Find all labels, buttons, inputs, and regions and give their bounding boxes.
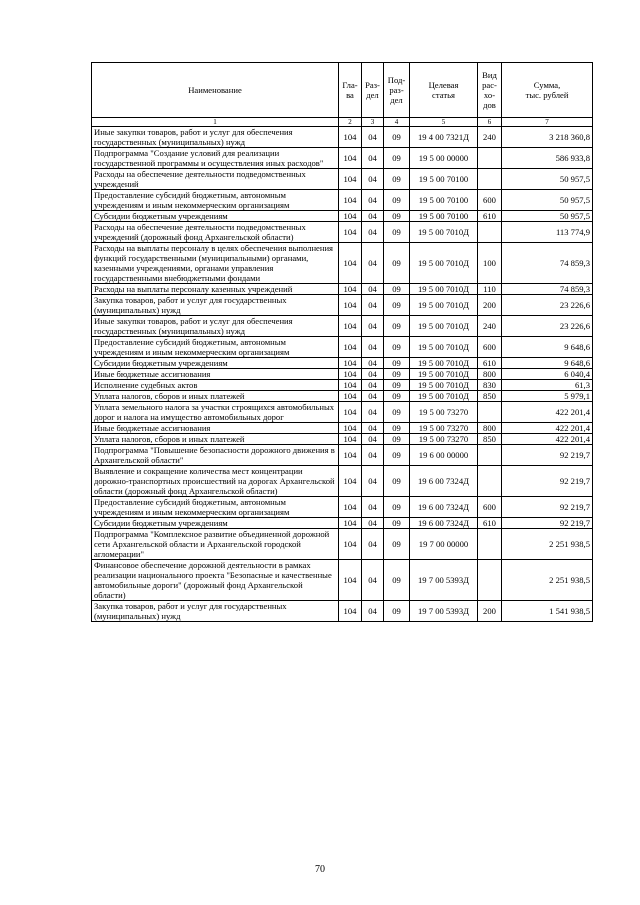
header-razdel: Раз- дел (362, 63, 384, 118)
row-podrazdel: 09 (384, 169, 410, 190)
row-glava: 104 (339, 423, 362, 434)
table-row (92, 466, 593, 497)
table-row (92, 127, 593, 148)
row-razdel: 04 (362, 560, 384, 601)
row-glava: 104 (339, 316, 362, 337)
row-name: Закупка товаров, работ и услуг для государственных (муниципальных) нужд (92, 601, 339, 622)
row-razdel: 04 (362, 358, 384, 369)
table-body (92, 127, 593, 622)
row-glava: 104 (339, 402, 362, 423)
column-number-row (92, 118, 593, 127)
row-podrazdel: 09 (384, 380, 410, 391)
row-sum: 61,3 (502, 380, 593, 391)
row-article: 19 5 00 7010Д (410, 380, 478, 391)
row-razdel: 04 (362, 466, 384, 497)
row-article: 19 4 00 7321Д (410, 127, 478, 148)
row-glava: 104 (339, 127, 362, 148)
column-number: 6 (478, 118, 502, 127)
row-sum: 92 219,7 (502, 466, 593, 497)
row-sum: 92 219,7 (502, 497, 593, 518)
row-glava: 104 (339, 222, 362, 243)
row-podrazdel: 09 (384, 529, 410, 560)
row-vid (478, 560, 502, 601)
row-vid (478, 445, 502, 466)
row-vid: 600 (478, 190, 502, 211)
table-row (92, 369, 593, 380)
row-razdel: 04 (362, 518, 384, 529)
row-article: 19 5 00 7010Д (410, 391, 478, 402)
row-glava: 104 (339, 169, 362, 190)
row-article: 19 7 00 00000 (410, 529, 478, 560)
row-podrazdel: 09 (384, 316, 410, 337)
row-razdel: 04 (362, 190, 384, 211)
table-row (92, 211, 593, 222)
row-sum: 422 201,4 (502, 423, 593, 434)
table-row (92, 445, 593, 466)
row-name: Расходы на обеспечение деятельности подведомственных учреждений (дорожный фонд Архангельской области) (92, 222, 339, 243)
header-podrazdel: Под- раз- дел (384, 63, 410, 118)
row-razdel: 04 (362, 529, 384, 560)
row-article: 19 5 00 7010Д (410, 295, 478, 316)
row-name: Финансовое обеспечение дорожной деятельности в рамках реализации национального проекта "Безопасные и качественные автомобильные дороги" (дорожный фонд Архангельской области) (92, 560, 339, 601)
header-vid: Вид рас- хо- дов (478, 63, 502, 118)
row-name: Иные бюджетные ассигнования (92, 423, 339, 434)
row-razdel: 04 (362, 337, 384, 358)
header-sum: Сумма, тыс. рублей (502, 63, 593, 118)
row-glava: 104 (339, 148, 362, 169)
row-sum: 2 251 938,5 (502, 529, 593, 560)
table-row (92, 497, 593, 518)
row-vid: 610 (478, 358, 502, 369)
row-sum: 3 218 360,8 (502, 127, 593, 148)
table-row (92, 402, 593, 423)
row-name: Иные закупки товаров, работ и услуг для обеспечения государственных (муниципальных) нужд (92, 127, 339, 148)
header-glava: Гла- ва (339, 63, 362, 118)
row-name: Расходы на обеспечение деятельности подведомственных учреждений (92, 169, 339, 190)
table-row (92, 316, 593, 337)
row-sum: 74 859,3 (502, 243, 593, 284)
row-razdel: 04 (362, 243, 384, 284)
row-sum: 92 219,7 (502, 445, 593, 466)
row-name: Уплата налогов, сборов и иных платежей (92, 391, 339, 402)
header-name: Наименование (92, 63, 339, 118)
row-name: Расходы на выплаты персоналу казенных учреждений (92, 284, 339, 295)
row-razdel: 04 (362, 295, 384, 316)
row-razdel: 04 (362, 497, 384, 518)
row-podrazdel: 09 (384, 518, 410, 529)
row-glava: 104 (339, 391, 362, 402)
row-vid: 100 (478, 243, 502, 284)
row-name: Субсидии бюджетным учреждениям (92, 518, 339, 529)
row-name: Закупка товаров, работ и услуг для государственных (муниципальных) нужд (92, 295, 339, 316)
table-row (92, 560, 593, 601)
row-podrazdel: 09 (384, 222, 410, 243)
row-glava: 104 (339, 445, 362, 466)
row-article: 19 5 00 70100 (410, 169, 478, 190)
row-article: 19 6 00 7324Д (410, 497, 478, 518)
column-number: 4 (384, 118, 410, 127)
row-name: Уплата земельного налога за участки строящихся автомобильных дорог и налога на имущество автомобильных дорог (92, 402, 339, 423)
row-razdel: 04 (362, 380, 384, 391)
row-article: 19 6 00 7324Д (410, 466, 478, 497)
row-podrazdel: 09 (384, 127, 410, 148)
row-podrazdel: 09 (384, 337, 410, 358)
row-vid: 600 (478, 497, 502, 518)
row-podrazdel: 09 (384, 284, 410, 295)
row-glava: 104 (339, 560, 362, 601)
row-name: Подпрограмма "Комплексное развитие объединенной дорожной сети Архангельской области и Архангельской городской агломерации" (92, 529, 339, 560)
row-article: 19 5 00 70100 (410, 190, 478, 211)
row-name: Предоставление субсидий бюджетным, автономным учреждениям и иным некоммерческим организациям (92, 337, 339, 358)
row-glava: 104 (339, 243, 362, 284)
row-glava: 104 (339, 529, 362, 560)
row-name: Подпрограмма "Создание условий для реализации государственной программы и осуществления иных расходов" (92, 148, 339, 169)
row-glava: 104 (339, 380, 362, 391)
table-row (92, 284, 593, 295)
row-podrazdel: 09 (384, 560, 410, 601)
row-sum: 586 933,8 (502, 148, 593, 169)
row-sum: 9 648,6 (502, 337, 593, 358)
row-glava: 104 (339, 497, 362, 518)
row-article: 19 6 00 7324Д (410, 518, 478, 529)
row-podrazdel: 09 (384, 295, 410, 316)
row-razdel: 04 (362, 211, 384, 222)
row-article: 19 5 00 73270 (410, 402, 478, 423)
column-number: 1 (92, 118, 339, 127)
row-podrazdel: 09 (384, 190, 410, 211)
header-article: Целевая статья (410, 63, 478, 118)
row-podrazdel: 09 (384, 497, 410, 518)
column-number: 5 (410, 118, 478, 127)
row-sum: 9 648,6 (502, 358, 593, 369)
table-row (92, 222, 593, 243)
row-name: Выявление и сокращение количества мест концентрации дорожно-транспортных происшествий на дорогах Архангельской области (дорожный фонд Архангельской области) (92, 466, 339, 497)
row-article: 19 5 00 70100 (410, 211, 478, 222)
row-vid: 800 (478, 423, 502, 434)
row-vid: 800 (478, 369, 502, 380)
table-row (92, 518, 593, 529)
row-sum: 50 957,5 (502, 190, 593, 211)
row-razdel: 04 (362, 601, 384, 622)
row-sum: 92 219,7 (502, 518, 593, 529)
row-sum: 23 226,6 (502, 316, 593, 337)
page-number: 70 (315, 864, 325, 875)
table-row (92, 243, 593, 284)
row-razdel: 04 (362, 445, 384, 466)
table-row (92, 358, 593, 369)
row-podrazdel: 09 (384, 402, 410, 423)
row-glava: 104 (339, 190, 362, 211)
row-article: 19 5 00 7010Д (410, 369, 478, 380)
row-sum: 113 774,9 (502, 222, 593, 243)
row-vid: 600 (478, 337, 502, 358)
row-podrazdel: 09 (384, 391, 410, 402)
row-razdel: 04 (362, 169, 384, 190)
row-vid: 240 (478, 316, 502, 337)
row-vid: 610 (478, 211, 502, 222)
row-glava: 104 (339, 466, 362, 497)
row-name: Субсидии бюджетным учреждениям (92, 358, 339, 369)
row-razdel: 04 (362, 127, 384, 148)
row-name: Уплата налогов, сборов и иных платежей (92, 434, 339, 445)
table-row (92, 434, 593, 445)
row-article: 19 5 00 7010Д (410, 358, 478, 369)
row-name: Иные закупки товаров, работ и услуг для обеспечения государственных (муниципальных) нужд (92, 316, 339, 337)
row-vid (478, 169, 502, 190)
row-vid: 240 (478, 127, 502, 148)
row-razdel: 04 (362, 222, 384, 243)
row-vid: 830 (478, 380, 502, 391)
row-vid: 850 (478, 434, 502, 445)
row-vid (478, 529, 502, 560)
row-vid: 610 (478, 518, 502, 529)
row-glava: 104 (339, 295, 362, 316)
row-sum: 50 957,5 (502, 169, 593, 190)
row-name: Исполнение судебных актов (92, 380, 339, 391)
row-vid (478, 402, 502, 423)
row-article: 19 7 00 5393Д (410, 560, 478, 601)
row-podrazdel: 09 (384, 445, 410, 466)
table-row (92, 601, 593, 622)
row-vid (478, 466, 502, 497)
row-razdel: 04 (362, 391, 384, 402)
column-number: 3 (362, 118, 384, 127)
row-razdel: 04 (362, 434, 384, 445)
row-sum: 74 859,3 (502, 284, 593, 295)
row-razdel: 04 (362, 148, 384, 169)
row-vid (478, 148, 502, 169)
budget-table (91, 62, 593, 622)
table-row (92, 190, 593, 211)
row-razdel: 04 (362, 423, 384, 434)
table-row (92, 169, 593, 190)
row-glava: 104 (339, 434, 362, 445)
row-podrazdel: 09 (384, 358, 410, 369)
row-name: Субсидии бюджетным учреждениям (92, 211, 339, 222)
row-sum: 5 979,1 (502, 391, 593, 402)
row-name: Подпрограмма "Повышение безопасности дорожного движения в Архангельской области" (92, 445, 339, 466)
header-row (92, 63, 593, 118)
row-article: 19 5 00 73270 (410, 434, 478, 445)
row-article: 19 7 00 5393Д (410, 601, 478, 622)
row-glava: 104 (339, 369, 362, 380)
row-razdel: 04 (362, 369, 384, 380)
row-podrazdel: 09 (384, 423, 410, 434)
row-podrazdel: 09 (384, 148, 410, 169)
row-article: 19 5 00 7010Д (410, 316, 478, 337)
row-glava: 104 (339, 518, 362, 529)
column-number: 7 (502, 118, 593, 127)
row-sum: 422 201,4 (502, 402, 593, 423)
row-sum: 23 226,6 (502, 295, 593, 316)
row-podrazdel: 09 (384, 466, 410, 497)
row-razdel: 04 (362, 284, 384, 295)
row-sum: 422 201,4 (502, 434, 593, 445)
row-glava: 104 (339, 601, 362, 622)
row-glava: 104 (339, 358, 362, 369)
row-article: 19 5 00 7010Д (410, 284, 478, 295)
row-glava: 104 (339, 211, 362, 222)
row-podrazdel: 09 (384, 211, 410, 222)
row-podrazdel: 09 (384, 243, 410, 284)
row-article: 19 5 00 73270 (410, 423, 478, 434)
table-row (92, 295, 593, 316)
row-name: Иные бюджетные ассигнования (92, 369, 339, 380)
row-sum: 6 040,4 (502, 369, 593, 380)
row-article: 19 6 00 00000 (410, 445, 478, 466)
row-razdel: 04 (362, 316, 384, 337)
table-row (92, 391, 593, 402)
row-article: 19 5 00 7010Д (410, 243, 478, 284)
row-sum: 2 251 938,5 (502, 560, 593, 601)
row-podrazdel: 09 (384, 434, 410, 445)
table-row (92, 423, 593, 434)
column-number: 2 (339, 118, 362, 127)
row-podrazdel: 09 (384, 601, 410, 622)
row-podrazdel: 09 (384, 369, 410, 380)
row-glava: 104 (339, 284, 362, 295)
row-vid: 200 (478, 295, 502, 316)
table-row (92, 337, 593, 358)
row-razdel: 04 (362, 402, 384, 423)
row-sum: 1 541 938,5 (502, 601, 593, 622)
row-sum: 50 957,5 (502, 211, 593, 222)
table-row (92, 148, 593, 169)
row-vid (478, 222, 502, 243)
row-article: 19 5 00 00000 (410, 148, 478, 169)
row-article: 19 5 00 7010Д (410, 222, 478, 243)
table-row (92, 529, 593, 560)
row-vid: 850 (478, 391, 502, 402)
table-row (92, 380, 593, 391)
row-name: Расходы на выплаты персоналу в целях обеспечения выполнения функций государственными (муниципальными) органами, казенными учреждениями, органами управления государственными внебюджетными фондами (92, 243, 339, 284)
row-name: Предоставление субсидий бюджетным, автономным учреждениям и иным некоммерческим организациям (92, 497, 339, 518)
row-glava: 104 (339, 337, 362, 358)
row-name: Предоставление субсидий бюджетным, автономным учреждениям и иным некоммерческим организациям (92, 190, 339, 211)
row-vid: 200 (478, 601, 502, 622)
row-vid: 110 (478, 284, 502, 295)
row-article: 19 5 00 7010Д (410, 337, 478, 358)
